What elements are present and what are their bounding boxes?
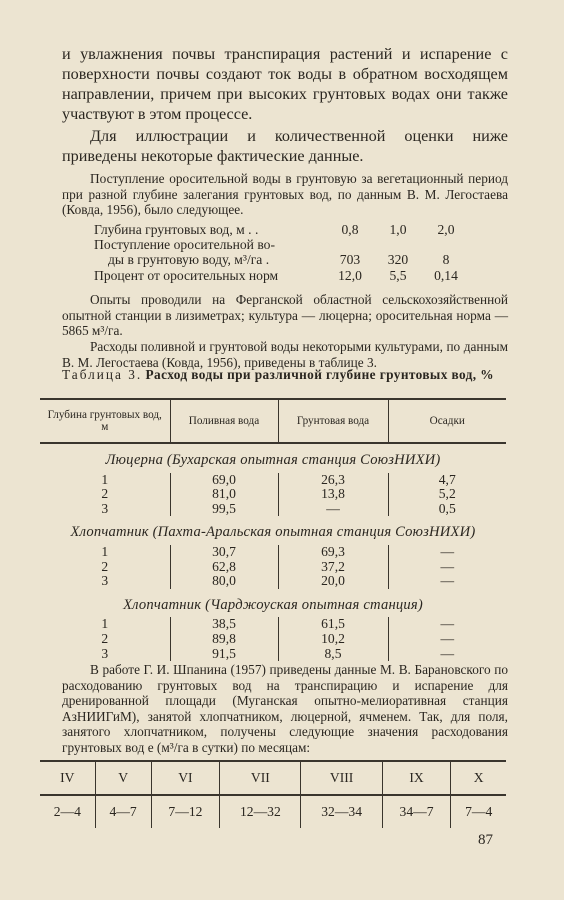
group-title: Хлопчатник (Чарджоуская опытная станция)	[123, 596, 423, 613]
table-row	[40, 560, 506, 575]
cell: 26,3	[278, 473, 388, 488]
cell: 91,5	[170, 647, 278, 662]
table-row	[40, 545, 506, 560]
paragraph-consumption: Расходы поливной и грунтовой воды некоторыми культурами, по данным В. М. Легостаева (Ковда, 1956), приведены в таблице 3.	[62, 339, 508, 370]
data-row	[94, 237, 474, 252]
cell: 2	[101, 630, 109, 646]
months-header-row	[40, 761, 506, 795]
cell: 69,3	[278, 545, 388, 560]
value-cell: 34—7	[382, 795, 451, 828]
cell: 20,0	[278, 574, 388, 589]
cell: 61,5	[278, 617, 388, 632]
value-cell: 12—32	[220, 795, 301, 828]
cell: —	[388, 574, 506, 589]
cell: 2	[101, 486, 109, 502]
value-cell: 32—34	[301, 795, 382, 828]
data-row-label: Глубина грунтовых вод, м . .	[94, 222, 259, 237]
table3-caption-title: Расход воды при различной глубине грунтовых вод, %	[145, 367, 494, 382]
months-values-row	[40, 795, 506, 828]
monthly-consumption-table	[40, 760, 506, 828]
header-groundwater: Грунтовая вода	[278, 399, 388, 443]
data-value: 12,0	[338, 267, 362, 283]
cell: 3	[101, 573, 109, 589]
cell: 37,2	[278, 560, 388, 575]
data-row-label: Поступление оросительной во-	[94, 237, 276, 253]
data-row	[94, 268, 474, 283]
group-title: Хлопчатник (Пахта-Аральская опытная станция СоюзНИХИ)	[70, 524, 476, 541]
cell: 13,8	[278, 487, 388, 502]
page-number: 87	[478, 832, 493, 848]
value-cell: 7—4	[451, 795, 506, 828]
month-cell: VII	[220, 761, 301, 795]
month-cell: VIII	[301, 761, 382, 795]
table-row	[40, 574, 506, 589]
cell: 4,7	[388, 473, 506, 488]
groundwater-data-block	[94, 222, 474, 283]
table-row	[40, 502, 506, 517]
table3-caption	[62, 367, 508, 382]
month-cell: X	[451, 761, 506, 795]
cell: —	[388, 545, 506, 560]
paragraph-illustration-intro: Для иллюстрации и количественной оценки ниже приведены некоторые фактические данные.	[62, 127, 508, 165]
cell: 80,0	[170, 574, 278, 589]
value-cell: 4—7	[95, 795, 151, 828]
table-row	[40, 487, 506, 502]
data-value: 8	[442, 252, 450, 268]
data-row	[94, 222, 474, 237]
cell: —	[388, 560, 506, 575]
data-row	[94, 252, 474, 267]
cell: 0,5	[388, 502, 506, 517]
cell: 38,5	[170, 617, 278, 632]
cell: 81,0	[170, 487, 278, 502]
header-irrigation-water: Поливная вода	[170, 399, 278, 443]
cell: —	[388, 632, 506, 647]
month-cell: V	[95, 761, 151, 795]
cell: 3	[101, 500, 109, 516]
table3	[40, 398, 506, 661]
cell: 1	[101, 543, 109, 559]
cell: 3	[101, 645, 109, 661]
month-cell: VI	[151, 761, 220, 795]
cell: 69,0	[170, 473, 278, 488]
cell: 30,7	[170, 545, 278, 560]
header-depth: Глубина грунтовых вод, м	[40, 399, 170, 443]
paragraph-supply: Поступление оросительной воды в грунтовую за вегетационный период при разной глубине залегания грунтовых вод, по данным В. М. Легостаева (Ковда, 1956), было следующее.	[62, 171, 508, 217]
table-row	[40, 647, 506, 662]
value-cell: 2—4	[53, 804, 81, 819]
cell: —	[388, 647, 506, 662]
cell: 5,2	[388, 487, 506, 502]
paragraph-shpanin: В работе Г. И. Шпанина (1957) приведены данные М. В. Барановского по расходованию грунтовых вод на транспирацию и испарение для дренированной площади (Муганская опытно-мелиоративная станция АзНИИГиМ), занятой хлопчатником, люцерной, ячменем. Так, для поля, занятого хлопчатником, получены следующие значения расходования грунтовых вод е (м³/га в сутки) по месяцам:	[62, 662, 508, 755]
table-row	[40, 632, 506, 647]
cell: —	[278, 502, 388, 517]
cell: 10,2	[278, 632, 388, 647]
table3-caption-number: Таблица 3.	[62, 367, 143, 382]
cell: 89,8	[170, 632, 278, 647]
header-precipitation: Осадки	[388, 399, 506, 443]
data-row-label: Процент от оросительных норм	[94, 267, 279, 283]
data-value: 320	[387, 252, 409, 268]
cell: 2	[101, 558, 109, 574]
cell: 1	[101, 471, 109, 487]
data-value: 1,0	[389, 222, 407, 237]
group-title: Люцерна (Бухарская опытная станция СоюзНИХИ)	[105, 452, 441, 468]
month-cell: IV	[40, 761, 95, 795]
data-value: 703	[339, 252, 361, 268]
value-cell: 7—12	[151, 795, 220, 828]
cell: 8,5	[278, 647, 388, 662]
table-row	[40, 617, 506, 632]
table3-header-row	[40, 399, 506, 443]
cell: 99,5	[170, 502, 278, 517]
paragraph-experiments: Опыты проводили на Ферганской областной сельскохозяйственной опытной станции в лизиметрах; культура — люцерна; оросительная норма — 5865 м³/га.	[62, 292, 508, 338]
data-value: 5,5	[389, 267, 407, 283]
cell: —	[388, 617, 506, 632]
data-value: 2,0	[437, 222, 455, 237]
table-row	[40, 473, 506, 488]
data-value: 0,14	[434, 267, 458, 283]
paragraph-continuation: и увлажнения почвы транспирация растений и испарение с поверхности почвы создают ток воды в обратном восходящем направлении, причем при высоких грунтовых водах они также участвуют в этом процессе.	[62, 45, 508, 123]
cell: 1	[101, 616, 109, 632]
data-row-label: ды в грунтовую воду, м³/га .	[108, 252, 270, 268]
data-value: 0,8	[341, 222, 359, 237]
cell: 62,8	[170, 560, 278, 575]
month-cell: IX	[382, 761, 451, 795]
